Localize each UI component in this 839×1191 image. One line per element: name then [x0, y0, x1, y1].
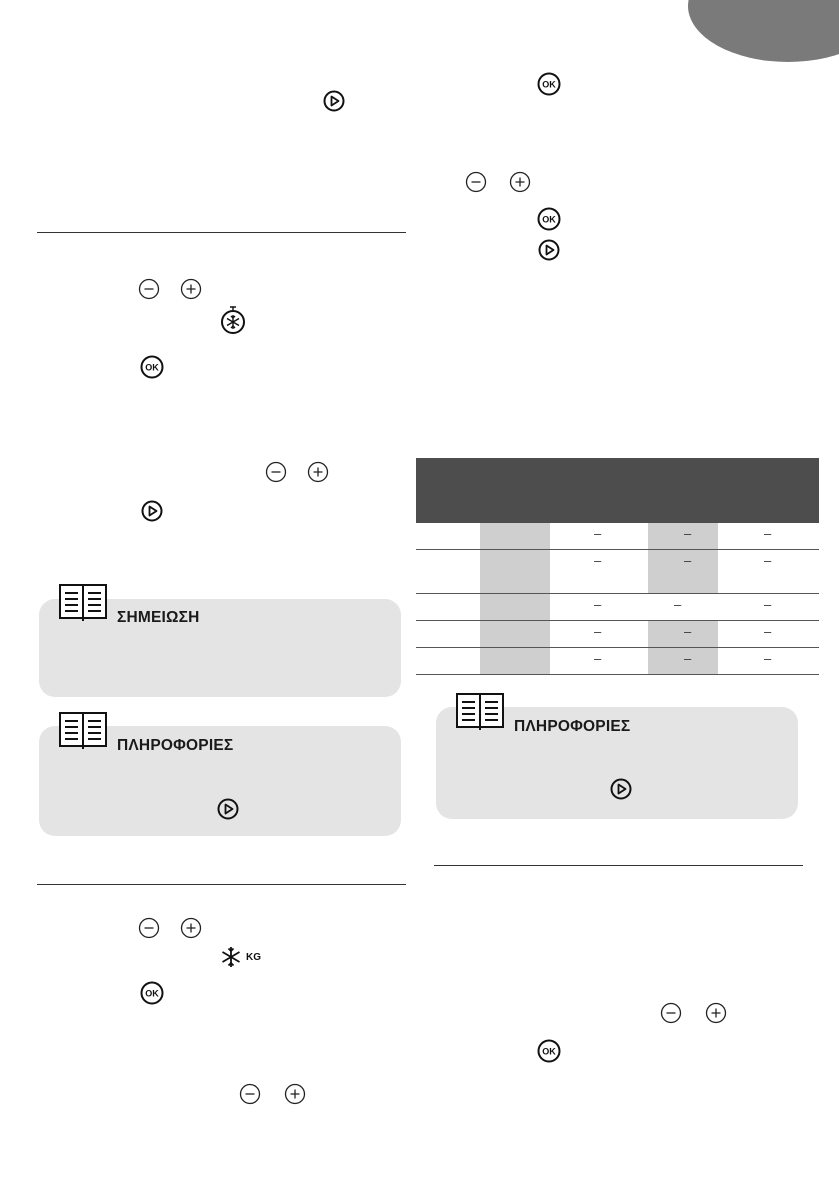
plus-icon — [307, 461, 329, 483]
minus-icon — [138, 278, 160, 300]
ok-icon — [537, 207, 561, 231]
play-icon — [538, 239, 560, 261]
table-cell: – — [764, 553, 772, 568]
table-row — [416, 523, 819, 550]
book-icon — [59, 712, 107, 750]
minus-icon — [660, 1002, 682, 1024]
table-cell: – — [674, 597, 682, 612]
plus-icon — [705, 1002, 727, 1024]
book-icon — [59, 584, 107, 622]
minus-icon — [465, 171, 487, 193]
table-cell: – — [764, 526, 772, 541]
minus-icon — [239, 1083, 261, 1105]
play-icon — [141, 500, 163, 522]
section-divider — [37, 884, 406, 885]
table-header — [416, 458, 819, 523]
play-icon — [610, 778, 632, 800]
table-cell: – — [594, 597, 602, 612]
svg-text:OK: OK — [542, 79, 556, 90]
table-cell: – — [594, 624, 602, 639]
defrost-table — [416, 458, 819, 675]
svg-text:OK: OK — [542, 214, 556, 225]
info-title: ΠΛΗΡΟΦΟΡΙΕΣ — [117, 737, 234, 754]
kg-label: KG — [246, 952, 261, 963]
defrost-weight-icon — [219, 946, 243, 968]
table-cell: – — [764, 651, 772, 666]
table-row — [416, 621, 819, 648]
table-row — [416, 594, 819, 621]
table-row — [416, 648, 819, 675]
table-cell: – — [594, 553, 602, 568]
plus-icon — [509, 171, 531, 193]
table-cell: – — [684, 651, 692, 666]
note-title: ΣΗΜΕΙΩΣΗ — [117, 609, 200, 626]
book-icon — [456, 693, 504, 731]
table-cell: – — [764, 624, 772, 639]
ok-icon — [537, 1039, 561, 1063]
table-cell: – — [594, 651, 602, 666]
table-cell: – — [684, 624, 692, 639]
play-icon — [217, 798, 239, 820]
ok-icon — [140, 981, 164, 1005]
svg-text:OK: OK — [145, 988, 159, 999]
plus-icon — [284, 1083, 306, 1105]
svg-text:OK: OK — [542, 1046, 556, 1057]
minus-icon — [138, 917, 160, 939]
info-title: ΠΛΗΡΟΦΟΡΙΕΣ — [514, 718, 631, 735]
minus-icon — [265, 461, 287, 483]
table-row — [416, 550, 819, 594]
table-cell: – — [594, 526, 602, 541]
ok-icon — [140, 355, 164, 379]
table-cell: – — [684, 553, 692, 568]
section-divider — [434, 865, 803, 866]
plus-icon — [180, 278, 202, 300]
section-divider — [37, 232, 406, 233]
ok-icon — [537, 72, 561, 96]
defrost-timer-icon — [219, 305, 247, 335]
plus-icon — [180, 917, 202, 939]
page-tab-marker — [688, 0, 839, 62]
table-cell: – — [764, 597, 772, 612]
play-icon — [323, 90, 345, 112]
table-cell: – — [684, 526, 692, 541]
svg-text:OK: OK — [145, 362, 159, 373]
